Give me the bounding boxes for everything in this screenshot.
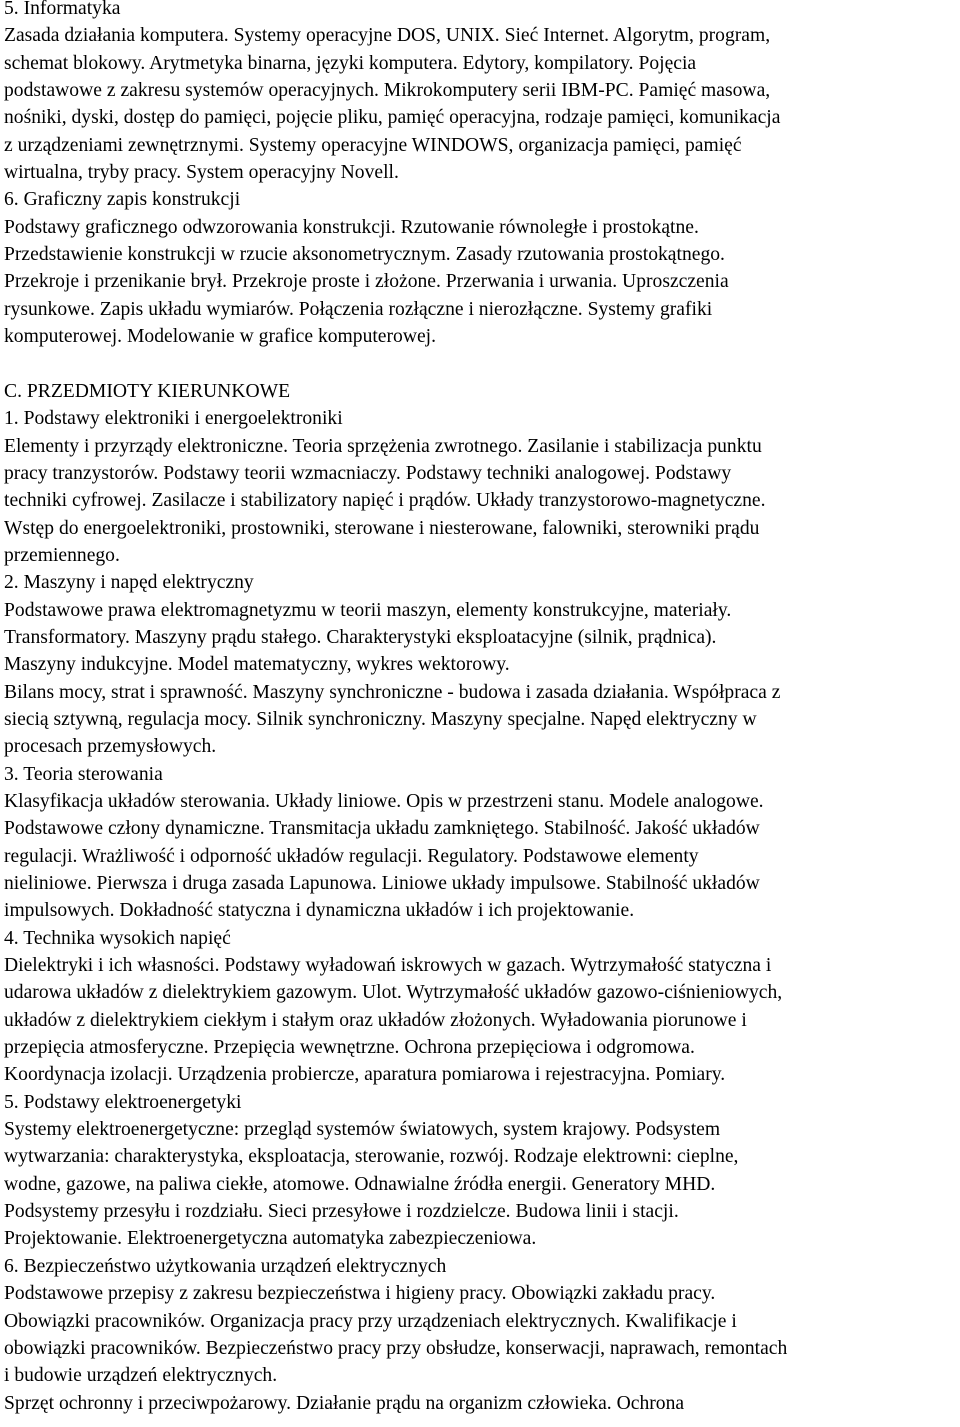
body-line: komputerowej. Modelowanie w grafice komputerowej.	[4, 326, 437, 348]
body-line: Przedstawienie konstrukcji w rzucie aksonometrycznym. Zasady rzutowania prostokątnego.	[4, 244, 725, 266]
body-line: nieliniowe. Pierwsza i druga zasada Lapunowa. Liniowe układy impulsowe. Stabilność układów	[4, 873, 760, 894]
body-line: Zasada działania komputera. Systemy operacyjne DOS, UNIX. Sieć Internet. Algorytm, program,	[4, 25, 771, 47]
section	[4, 925, 956, 1089]
body-line: Maszyny indukcyjne. Model matematyczny, wykres wektorowy.	[4, 654, 510, 676]
section-heading: 1. Podstawy elektroniki i energoelektroniki	[4, 408, 343, 430]
body-line: procesach przemysłowych.	[4, 736, 217, 758]
body-line: Wstęp do energoelektroniki, prostowniki, sterowane i niesterowane, falowniki, sterowniki prądu	[4, 517, 760, 539]
body-line: przemiennego.	[4, 544, 120, 566]
body-line: wirtualna, tryby pracy. System operacyjny Novell.	[4, 162, 399, 184]
blank-line	[4, 350, 956, 377]
body-line: nośniki, dyski, dostęp do pamięci, pojęcie pliku, pamięć operacyjna, rodzaje pamięci, komunikacja	[4, 107, 781, 129]
section	[4, 1253, 956, 1417]
body-line: z urządzeniami zewnętrznymi. Systemy operacyjne WINDOWS, organizacja pamięci, pamięć	[4, 134, 742, 156]
body-line: Bilans mocy, strat i sprawność. Maszyny synchroniczne - budowa i zasada działania. Współpraca z	[4, 681, 781, 703]
section-heading: 6. Bezpieczeństwo użytkowania urządzeń elektrycznych	[4, 1255, 447, 1277]
body-line: Podsystemy przesyłu i rozdziału. Sieci przesyłowe i rozdzielcze. Budowa linii i stacji.	[4, 1201, 679, 1223]
body-line: Projektowanie. Elektroenergetyczna automatyka zabezpieczeniowa.	[4, 1228, 537, 1250]
body-line: podstawowe z zakresu systemów operacyjnych. Mikrokomputery serii IBM-PC. Pamięć masowa,	[4, 80, 771, 102]
body-line: udarowa układów z dielektrykiem gazowym. Ulot. Wytrzymałość układów gazowo-ciśnieniowych,	[4, 982, 783, 1004]
body-line: wodne, gazowe, na paliwa ciekłe, atomowe. Odnawialne źródła energii. Generatory MHD.	[4, 1173, 716, 1195]
body-line: Przekroje i przenikanie brył. Przekroje proste i złożone. Przerwania i urwania. Uproszczenia	[4, 271, 729, 293]
body-line: Transformatory. Maszyny prądu stałego. Charakterystyki eksploatacyjne (silnik, prądnica).	[4, 626, 717, 648]
body-line: Koordynacja izolacji. Urządzenia probiercze, aparatura pomiarowa i rejestracyjna. Pomiary.	[4, 1064, 726, 1086]
section-heading: 5. Informatyka	[4, 0, 121, 19]
section-heading: C. PRZEDMIOTY KIERUNKOWE	[4, 380, 291, 402]
body-line: Podstawowe prawa elektromagnetyzmu w teorii maszyn, elementy konstrukcyjne, materiały.	[4, 599, 732, 621]
body-line: techniki cyfrowej. Zasilacze i stabilizatory napięć i prądów. Układy tranzystorowo-magnetyczne.	[4, 490, 766, 512]
section	[4, 350, 956, 405]
body-line: Obowiązki pracowników. Organizacja pracy przy urządzeniach elektrycznych. Kwalifikacje i	[4, 1310, 737, 1332]
section	[4, 186, 956, 350]
body-line: Systemy elektroenergetyczne: przegląd systemów światowych, system krajowy. Podsystem	[4, 1119, 721, 1141]
section-heading: 4. Technika wysokich napięć	[4, 927, 231, 949]
body-line: obowiązki pracowników. Bezpieczeństwo pracy przy obsłudze, konserwacji, naprawach, remontach	[4, 1337, 788, 1359]
body-line: impulsowych. Dokładność statyczna i dynamiczna układów i ich projektowanie.	[4, 900, 635, 922]
body-line: Podstawowe przepisy z zakresu bezpieczeństwa i higieny pracy. Obowiązki zakładu pracy.	[4, 1283, 716, 1305]
section	[4, 405, 956, 569]
body-line: Podstawy graficznego odwzorowania konstrukcji. Rzutowanie równoległe i prostokątne.	[4, 216, 699, 238]
body-line: przepięcia atmosferyczne. Przepięcia wewnętrzne. Ochrona przepięciowa i odgromowa.	[4, 1037, 695, 1059]
section	[4, 0, 956, 186]
body-line: siecią sztywną, regulacja mocy. Silnik synchroniczny. Maszyny specjalne. Napęd elektryczny w	[4, 708, 757, 730]
body-line: wytwarzania: charakterystyka, eksploatacja, sterowanie, rozwój. Rodzaje elektrowni: cieplne,	[4, 1146, 739, 1168]
document-page	[4, 0, 956, 1417]
section-heading: 3. Teoria sterowania	[4, 763, 163, 785]
body-line: rysunkowe. Zapis układu wymiarów. Połączenia rozłączne i nierozłączne. Systemy grafiki	[4, 298, 713, 320]
body-line: schemat blokowy. Arytmetyka binarna, języki komputera. Edytory, kompilatory. Pojęcia	[4, 52, 697, 74]
body-line: Dielektryki i ich własności. Podstawy wyładowań iskrowych w gazach. Wytrzymałość statyczna i	[4, 955, 772, 977]
body-line: pracy tranzystorów. Podstawy teorii wzmacniaczy. Podstawy techniki analogowej. Podstawy	[4, 462, 732, 484]
section	[4, 761, 956, 925]
body-line: Podstawowe człony dynamiczne. Transmitacja układu zamkniętego. Stabilność. Jakość układów	[4, 818, 760, 840]
section-heading: 6. Graficzny zapis konstrukcji	[4, 189, 241, 211]
body-line: układów z dielektrykiem ciekłym i stałym oraz układów złożonych. Wyładowania piorunowe i	[4, 1009, 747, 1031]
body-line: regulacji. Wrażliwość i odporność układów regulacji. Regulatory. Podstawowe elementy	[4, 845, 699, 867]
body-line: Klasyfikacja układów sterowania. Układy liniowe. Opis w przestrzeni stanu. Modele analogowe.	[4, 790, 764, 812]
body-line: Elementy i przyrządy elektroniczne. Teoria sprzężenia zwrotnego. Zasilanie i stabilizacja punktu	[4, 435, 762, 457]
body-line: Sprzęt ochronny i przeciwpożarowy. Działanie prądu na organizm człowieka. Ochrona	[4, 1392, 685, 1414]
section-heading: 2. Maszyny i napęd elektryczny	[4, 572, 254, 594]
section-heading: 5. Podstawy elektroenergetyki	[4, 1091, 242, 1113]
body-line: i budowie urządzeń elektrycznych.	[4, 1365, 278, 1387]
section	[4, 569, 956, 760]
section	[4, 1089, 956, 1253]
